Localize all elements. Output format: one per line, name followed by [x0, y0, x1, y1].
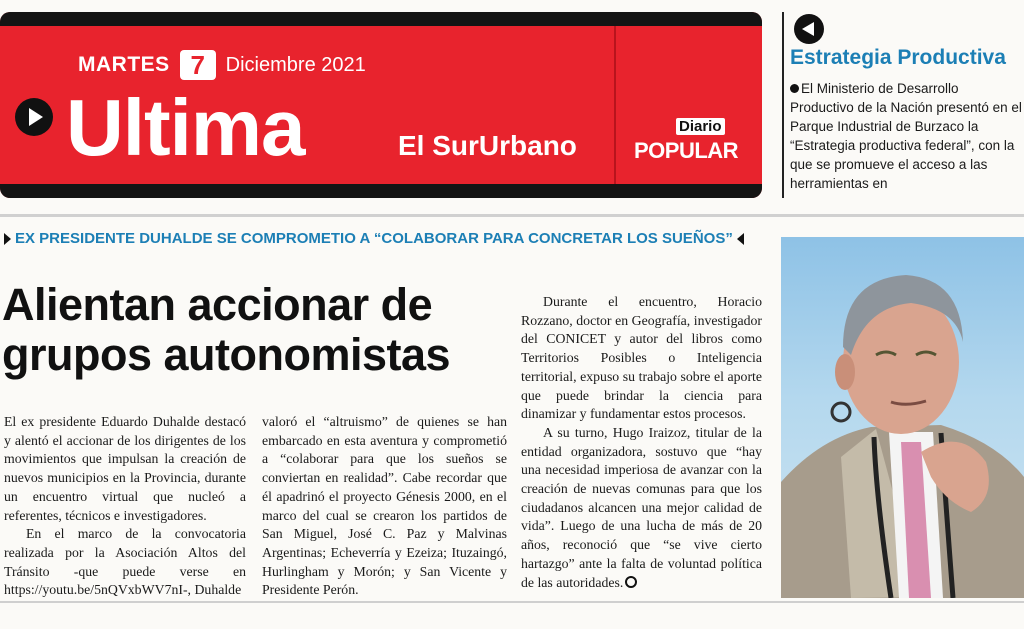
- article-column-3: [521, 293, 762, 592]
- bullet-icon: [790, 84, 799, 93]
- article-kicker: [4, 230, 744, 247]
- banner-top-bar: [0, 12, 762, 26]
- article-paragraph: El ex presidente Eduardo Duhalde destacó y alentó el accionar de los dirigentes de los movimientos que impulsan la creación de nuevos municipios en la Provincia, durante un encuentro virtual que nucleó a referentes, técnicos e investigadores.: [4, 414, 246, 523]
- issue-day-number: 7: [180, 50, 216, 80]
- article-paragraph: Durante el encuentro, Horacio Rozzano, doctor en Geografía, investigador del CONICET y autor del libros como Territorios Posibles o Inteligencia territorial, expuso su trabajo sobre el aporte que puede brindar la ciencia para dinamizar y fundamentar estos procesos.: [521, 294, 762, 422]
- play-icon: [15, 98, 53, 136]
- article-paragraph: En el marco de la convocatoria realizada por la Asociación Altos del Tránsito -que puede verse en https://youtu.be/5nQVxbWV7nI-, Duhalde: [4, 526, 246, 598]
- article-column-2: [262, 413, 507, 600]
- issue-day-name: MARTES: [78, 53, 170, 76]
- article-kicker-text: EX PRESIDENTE DUHALDE SE COMPROMETIO A “COLABORAR PARA CONCRETAR LOS SUEÑOS”: [15, 230, 733, 247]
- page-divider: [0, 214, 1024, 217]
- sidebar-teaser: [790, 79, 1024, 193]
- article-photo: [781, 237, 1024, 598]
- article-column-1: [4, 413, 246, 600]
- banner-divider: [614, 26, 616, 184]
- publisher-logo-top: Diario: [676, 118, 725, 135]
- sidebar-teaser-text: El Ministerio de Desarrollo Productivo de la Nación presentó en el Parque Industrial de Burzaco la “Estrategia productiva federal”, con la que se promueve el acceso a las herramientas en: [790, 81, 1022, 191]
- sidebar-rule: [782, 12, 784, 198]
- section-name: El SurUrbano: [398, 130, 577, 161]
- article-paragraph-last: [521, 424, 762, 592]
- portrait-illustration: [781, 237, 1024, 598]
- header-banner: [0, 12, 762, 198]
- article-headline: Alientan accionar de grupos autonomistas: [2, 279, 451, 380]
- article-paragraph-text: A su turno, Hugo Iraizoz, titular de la entidad organizadora, sostuvo que “hay una necesidad imperiosa de avanzar con la creación de nuevas comunas para que los ciudadanos alcancen una mejor calidad de vida”. Luego de una lucha de más de 20 años, reconoció que “se vive cierto hartazgo” ante la falta de voluntad política de las autoridades.: [521, 424, 762, 590]
- page-bottom-rule: [0, 601, 1024, 603]
- triangle-right-icon: [4, 233, 11, 245]
- triangle-left-icon: [737, 233, 744, 245]
- issue-date: [78, 50, 366, 80]
- issue-month-year: Diciembre 2021: [225, 53, 366, 76]
- publisher-logo-bottom: POPULAR: [634, 138, 739, 163]
- banner-bottom-bar: [0, 184, 762, 198]
- sidebar-title: Estrategia Productiva: [790, 46, 1006, 69]
- end-mark-icon: [625, 576, 637, 588]
- masthead-title: Ultima: [66, 83, 305, 172]
- arrow-left-icon: [794, 14, 824, 44]
- article-paragraph: valoró el “altruismo” de quienes se han embarcado en esta aventura y comprometió a “colaborar para que los sueños se conviertan en realidad”. Cabe recordar que él apadrinó el proyecto Génesis 2000, en el marco del cual se crearon los partidos de San Miguel, José C. Paz y Malvinas Argentinas; Echeverría y Ezeiza; Ituzaingó, Hurlingham y Morón; y San Vicente y Presidente Perón.: [262, 414, 507, 598]
